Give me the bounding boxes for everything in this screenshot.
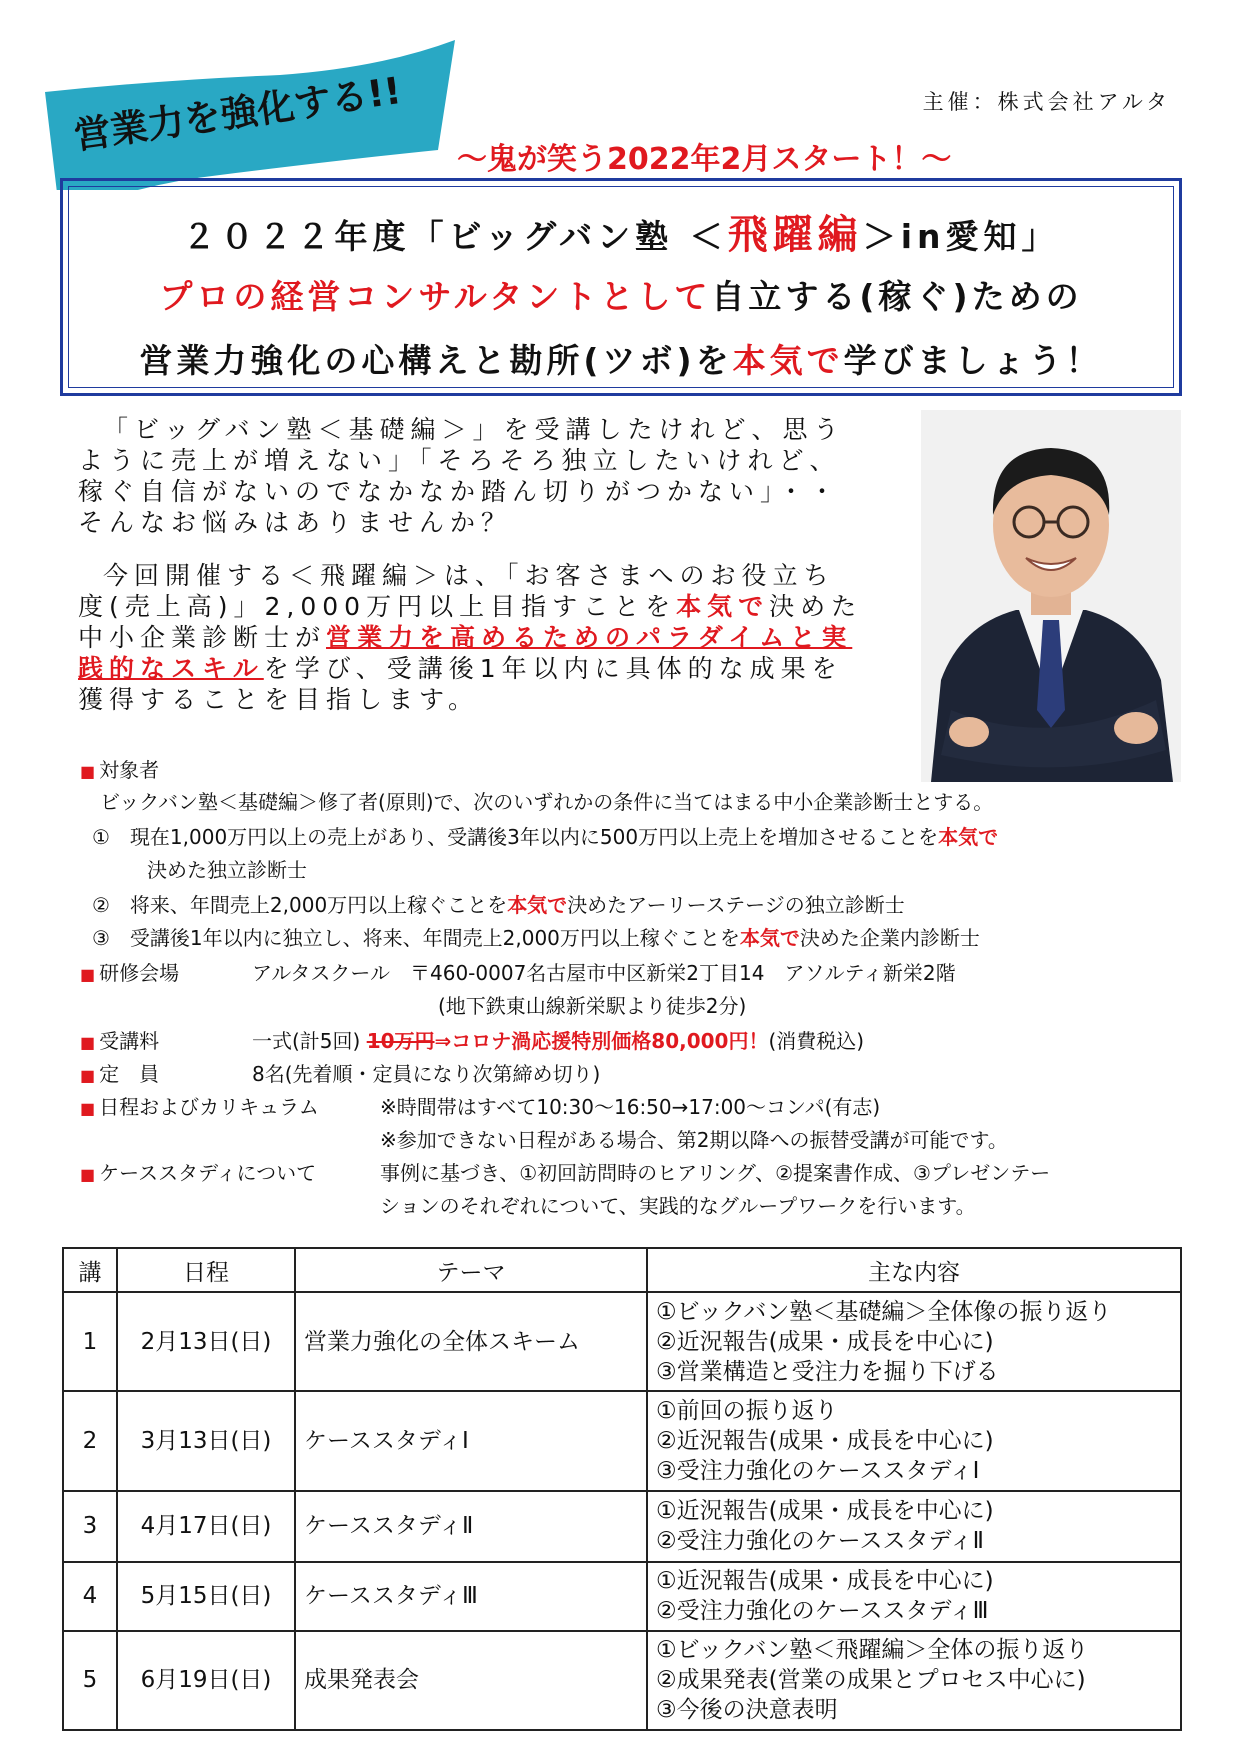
header-date: 日程 — [117, 1248, 295, 1292]
fee-label: ■ 受講料 — [80, 1029, 160, 1053]
row-theme: ケーススタディⅠ — [295, 1391, 647, 1490]
fee-value: 一式(計5回) 10万円⇒コロナ渦応援特別価格80,000円！(消費税込) — [252, 1029, 865, 1053]
header-no: 講 — [63, 1248, 117, 1292]
schedule-label: ■ 日程およびカリキュラム — [80, 1095, 319, 1119]
schedule-table — [62, 1247, 1182, 1731]
capacity-label: ■ 定 員 — [80, 1062, 160, 1086]
case-study-line-1: 事例に基づき、①初回訪問時のヒアリング、②提案書作成、③プレゼンテー — [380, 1161, 1051, 1185]
title-box — [60, 178, 1182, 396]
intro-paragraph-1: 「ビッグバン塾＜基礎編＞」を受講したけれど、思う ように売上が増えない」「そろそろ独立したいけれど、 稼ぐ自信がないのでなかなか踏ん切りがつかない」・・ そんなお悩みはありませんか？ — [78, 415, 845, 537]
case-study-line-2: ションのそれぞれについて、実践的なグループワークを行います。 — [380, 1194, 976, 1218]
table-row — [63, 1391, 1181, 1490]
row-content: ①ビックバン塾＜基礎編＞全体像の振り返り ②近況報告(成果・成長を中心に) ③営業構造と受注力を掘り下げる — [647, 1292, 1181, 1391]
intro-paragraph-2: 今回開催する＜飛躍編＞は、「お客さまへのお役立ち 度(売上高)」2,000万円以上目指すことを本気で決めた 中小企業診断士が営業力を高めるためのパラダイムと実 践的なスキルを学び、受講後1年以内に具体的な成果を 獲得することを目指します。 — [78, 561, 863, 714]
row-date: 5月15日(日) — [117, 1562, 295, 1631]
row-no: 2 — [63, 1391, 117, 1490]
row-date: 6月19日(日) — [117, 1631, 295, 1730]
schedule-note-1: ※時間帯はすべて10:30～16:50→17:00～コンパ(有志) — [380, 1095, 881, 1119]
schedule-note-2: ※参加できない日程がある場合、第2期以降への振替受講が可能です。 — [380, 1128, 1008, 1152]
row-content: ①ビックバン塾＜飛躍編＞全体の振り返り ②成果発表(営業の成果とプロセス中心に) ③今後の決意表明 — [647, 1631, 1181, 1730]
row-no: 5 — [63, 1631, 117, 1730]
case-study-label: ■ ケーススタディについて — [80, 1161, 317, 1185]
target-condition-1: ① 現在1,000万円以上の売上があり、受講後3年以内に500万円以上売上を増加させることを本気で — [92, 825, 999, 849]
table-header-row — [63, 1248, 1181, 1292]
capacity-value: 8名(先着順・定員になり次第締め切り) — [252, 1062, 601, 1086]
title-line-1: ２０２２年度「ビッグバン塾 ＜飛躍編＞in愛知」 — [182, 212, 1060, 258]
headline-banner — [40, 40, 470, 190]
row-no: 3 — [63, 1491, 117, 1562]
table-row — [63, 1491, 1181, 1562]
target-description: ビックバン塾＜基礎編＞修了者(原則)で、次のいずれかの条件に当てはまる中小企業診断士とする。 — [100, 790, 994, 814]
target-condition-2: ② 将来、年間売上2,000万円以上稼ぐことを本気で決めたアーリーステージの独立診断士 — [92, 893, 905, 917]
row-date: 4月17日(日) — [117, 1491, 295, 1562]
organizer: 主催：株式会社アルタ — [922, 90, 1171, 114]
row-content: ①前回の振り返り ②近況報告(成果・成長を中心に) ③受注力強化のケーススタディⅠ — [647, 1391, 1181, 1490]
table-row — [63, 1292, 1181, 1391]
table-row — [63, 1562, 1181, 1631]
row-theme: ケーススタディⅢ — [295, 1562, 647, 1631]
table-row — [63, 1631, 1181, 1730]
subtitle: ～鬼が笑う2022年2月スタート！～ — [457, 142, 952, 177]
presenter-photo — [921, 410, 1181, 782]
venue-label: ■ 研修会場 — [80, 961, 180, 985]
row-theme: ケーススタディⅡ — [295, 1491, 647, 1562]
target-condition-3: ③ 受講後1年以内に独立し、将来、年間売上2,000万円以上稼ぐことを本気で決めた企業内診断士 — [92, 926, 980, 950]
row-content: ①近況報告(成果・成長を中心に) ②受注力強化のケーススタディⅢ — [647, 1562, 1181, 1631]
target-condition-1-cont: 決めた独立診断士 — [147, 858, 307, 882]
banner-text: 営業力を強化する!! — [71, 69, 404, 158]
title-line-2: プロの経営コンサルタントとして自立する(稼ぐ)ための — [159, 277, 1083, 316]
row-date: 3月13日(日) — [117, 1391, 295, 1490]
row-date: 2月13日(日) — [117, 1292, 295, 1391]
header-theme: テーマ — [295, 1248, 647, 1292]
row-no: 1 — [63, 1292, 117, 1391]
title-line-3: 営業力強化の心構えと勘所(ツボ)を本気で学びましょう！ — [139, 341, 1103, 380]
row-theme: 成果発表会 — [295, 1631, 647, 1730]
target-label: ■ 対象者 — [80, 758, 160, 782]
row-no: 4 — [63, 1562, 117, 1631]
row-theme: 営業力強化の全体スキーム — [295, 1292, 647, 1391]
venue-access: (地下鉄東山線新栄駅より徒歩2分) — [438, 994, 747, 1018]
header-content: 主な内容 — [647, 1248, 1181, 1292]
venue-address: アルタスクール 〒460-0007名古屋市中区新栄2丁目14 アソルティ新栄2階 — [252, 961, 956, 985]
row-content: ①近況報告(成果・成長を中心に) ②受注力強化のケーススタディⅡ — [647, 1491, 1181, 1562]
